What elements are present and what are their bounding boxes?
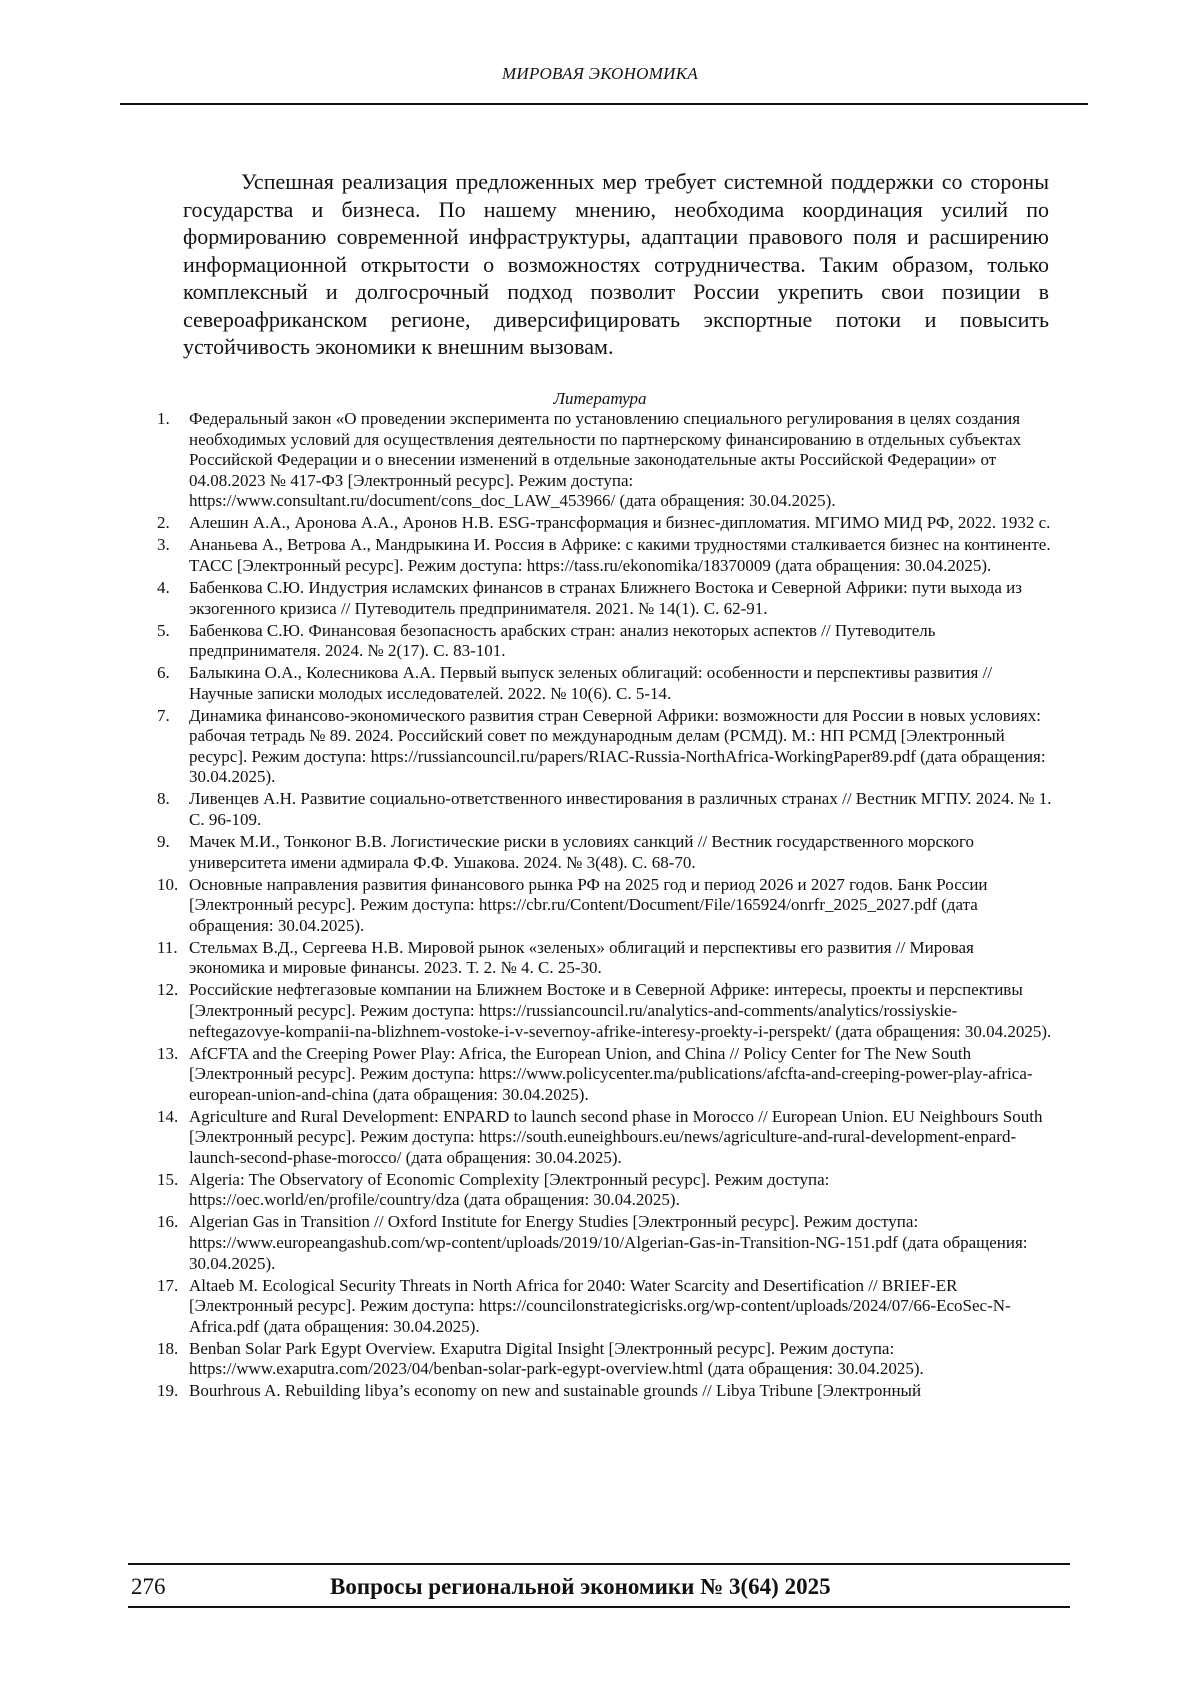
reference-number: 3. [157,535,170,555]
reference-text: Динамика финансово-экономического развития стран Северной Африки: возможности для России в новых условиях: рабочая тетрадь № 89. 2024. Российский совет по международным делам (РСМД). М.: НП РСМД [Электронный ресурс]. Режим доступа: https://russiancouncil.ru/papers/RIAC-Russia-NorthAfrica-WorkingPaper89.pdf (дата обращения: 30.04.2025). [189,705,1046,787]
reference-text: Agriculture and Rural Development: ENPARD to launch second phase in Morocco // European Union. EU Neighbours South [Электронный ресурс]. Режим доступа: https://south.euneighbours.eu/news/agriculture-and-rural-development-enpard-launch-second-phase-morocco/ (дата обращения: 30.04.2025). [189,1106,1043,1167]
reference-item [157,578,1052,619]
reference-number: 12. [157,980,179,1000]
reference-text: Бабенкова С.Ю. Индустрия исламских финансов в странах Ближнего Востока и Северной Африки: пути выхода из экзогенного кризиса // Путеводитель предпринимателя. 2021. № 14(1). С. 62-91. [189,577,1022,618]
reference-item [157,706,1052,788]
reference-text: Основные направления развития финансового рынка РФ на 2025 год и период 2026 и 2027 годов. Банк России [Электронный ресурс]. Режим доступа: https://cbr.ru/Content/Document/File/165924/onrfr_2025_2027.pdf (дата обращения: 30.04.2025). [189,874,988,935]
header-divider [120,103,1088,105]
reference-number: 9. [157,832,170,851]
reference-item [157,1339,1052,1380]
page-number: 276 [131,1574,166,1599]
reference-number: 19. [157,1381,179,1401]
body-paragraph: Успешная реализация предложенных мер требует системной поддержки со стороны государства и бизнеса. По нашему мнению, необходима координация усилий по формированию современной инфраструктуры, адаптации правового поля и расширению информационной открытости о возможностях сотрудничества. Таким образом, только комплексный и долгосрочный подход позволит России укрепить свои позиции в североафриканском регионе, диверсифицировать экспортные потоки и повысить устойчивость экономики к внешним вызовам. [183,169,1049,359]
reference-text: Российские нефтегазовые компании на Ближнем Востоке и в Северной Африке: интересы, проекты и перспективы [Электронный ресурс]. Режим доступа: https://russiancouncil.ru/analytics-and-comments/analytics/rossiyskie-neftegazovye-kompanii-na-blizhnem-vostoke-i-v-severnoy-afrike-interesy-proekty-i-perspekt/ (дата обращения: 30.04.2025). [189,980,1052,1041]
running-title: МИРОВАЯ ЭКОНОМИКА [501,64,699,83]
journal-title: Вопросы региональной экономики № 3(64) 2025 [330,1574,831,1599]
reference-item [157,663,1052,704]
reference-item [157,1107,1052,1169]
reference-text: Балыкина О.А., Колесникова А.А. Первый выпуск зеленых облигаций: особенности и перспективы развития // Научные записки молодых исследователей. 2022. № 10(6). С. 5-14. [189,663,993,703]
reference-text: Algeria: The Observatory of Economic Complexity [Электронный ресурс]. Режим доступа: https://oec.world/en/profile/country/dza (дата обращения: 30.04.2025). [189,1169,830,1210]
reference-number: 8. [157,789,170,809]
reference-item [157,513,1052,534]
reference-number: 15. [157,1169,179,1189]
reference-item [157,980,1052,1042]
footer-divider-top [128,1563,1070,1565]
reference-item [157,789,1052,830]
reference-list [157,409,1052,1403]
reference-text: Ананьева А., Ветрова А., Мандрыкина И. Россия в Африке: с какими трудностями сталкивается бизнес на континенте. ТАСС [Электронный ресурс]. Режим доступа: https://tass.ru/ekonomika/18370009 (дата обращения: 30.04.2025). [189,535,1051,575]
reference-number: 18. [157,1338,179,1358]
reference-item [157,875,1052,937]
reference-item [157,1044,1052,1106]
reference-number: 4. [157,577,170,597]
footer-divider-bottom [128,1606,1070,1608]
reference-text: Altaeb M. Ecological Security Threats in North Africa for 2040: Water Scarcity and Desertification // BRIEF-ER [Электронный ресурс]. Режим доступа: https://councilonstrategicrisks.org/wp-content/uploads/2024/07/66-EcoSec-N-Africa.pdf (дата обращения: 30.04.2025). [189,1275,1011,1336]
reference-number: 5. [157,620,170,640]
reference-number: 16. [157,1212,179,1232]
reference-text: Ливенцев А.Н. Развитие социально-ответственного инвестирования в различных странах // Вестник МГПУ. 2024. № 1. С. 96-109. [189,789,1052,830]
reference-text: Benban Solar Park Egypt Overview. Exaputra Digital Insight [Электронный ресурс]. Режим доступа: https://www.exaputra.com/2023/04/benban-solar-park-egypt-overview.html (дата обращения: 30.04.2025). [189,1338,924,1379]
reference-item [157,621,1052,662]
reference-number: 10. [157,874,179,894]
reference-item [157,1170,1052,1211]
reference-number: 7. [157,705,170,725]
reference-text: Алешин А.А., Аронова А.А., Аронов Н.В. ESG-трансформация и бизнес-дипломатия. МГИМО МИД РФ, 2022. 1932 с. [189,513,1051,533]
reference-number: 17. [157,1275,179,1295]
body-text [183,168,1049,361]
reference-item [157,535,1052,576]
reference-number: 2. [157,513,170,533]
reference-number: 1. [157,409,170,428]
reference-item [157,1276,1052,1338]
reference-text: Мачек М.И., Тонконог В.В. Логистические риски в условиях санкций // Вестник государственного морского университета имени адмирала Ф.Ф. Ушакова. 2024. № 3(48). С. 68-70. [189,832,975,872]
reference-item [157,938,1052,979]
reference-item [157,409,1052,512]
reference-text: Стельмах В.Д., Сергеева Н.В. Мировой рынок «зеленых» облигаций и перспективы его развития // Мировая экономика и мировые финансы. 2023. Т. 2. № 4. С. 25-30. [189,937,974,978]
reference-number: 14. [157,1106,179,1126]
reference-number: 13. [157,1043,179,1063]
references-title: Литература [553,389,647,408]
reference-number: 6. [157,663,170,683]
reference-item [157,832,1052,873]
reference-item [157,1212,1052,1274]
reference-text: Algerian Gas in Transition // Oxford Institute for Energy Studies [Электронный ресурс]. Режим доступа: https://www.europeangashub.com/wp-content/uploads/2019/10/Algerian-Gas-in-Transition-NG-151.pdf (дата обращения: 30.04.2025). [189,1212,1028,1273]
reference-text: Бабенкова С.Ю. Финансовая безопасность арабских стран: анализ некоторых аспектов // Путеводитель предпринимателя. 2024. № 2(17). С. 83-101. [189,620,936,661]
reference-text: Федеральный закон «О проведении эксперимента по установлению специального регулирования в целях создания необходимых условий для осуществления деятельности по партнерскому финансированию в отдельных субъектах Российской Федерации и о внесении изменений в отдельные законодательные акты Российской Федерации» от 04.08.2023 № 417-ФЗ [Электронный ресурс]. Режим доступа: https://www.consultant.ru/document/cons_doc_LAW_453966/ (дата обращения: 30.04.2025). [189,409,1022,511]
reference-item [157,1381,1052,1402]
reference-number: 11. [157,937,178,957]
reference-text: Bourhrous A. Rebuilding libya’s economy on new and sustainable grounds // Libya Tribune [Электронный [189,1381,922,1401]
reference-text: AfCFTA and the Creeping Power Play: Africa, the European Union, and China // Policy Center for The New South [Электронный ресурс]. Режим доступа: https://www.policycenter.ma/publications/afcfta-and-creeping-power-play-africa-european-union-and-china (дата обращения: 30.04.2025). [189,1043,1033,1104]
